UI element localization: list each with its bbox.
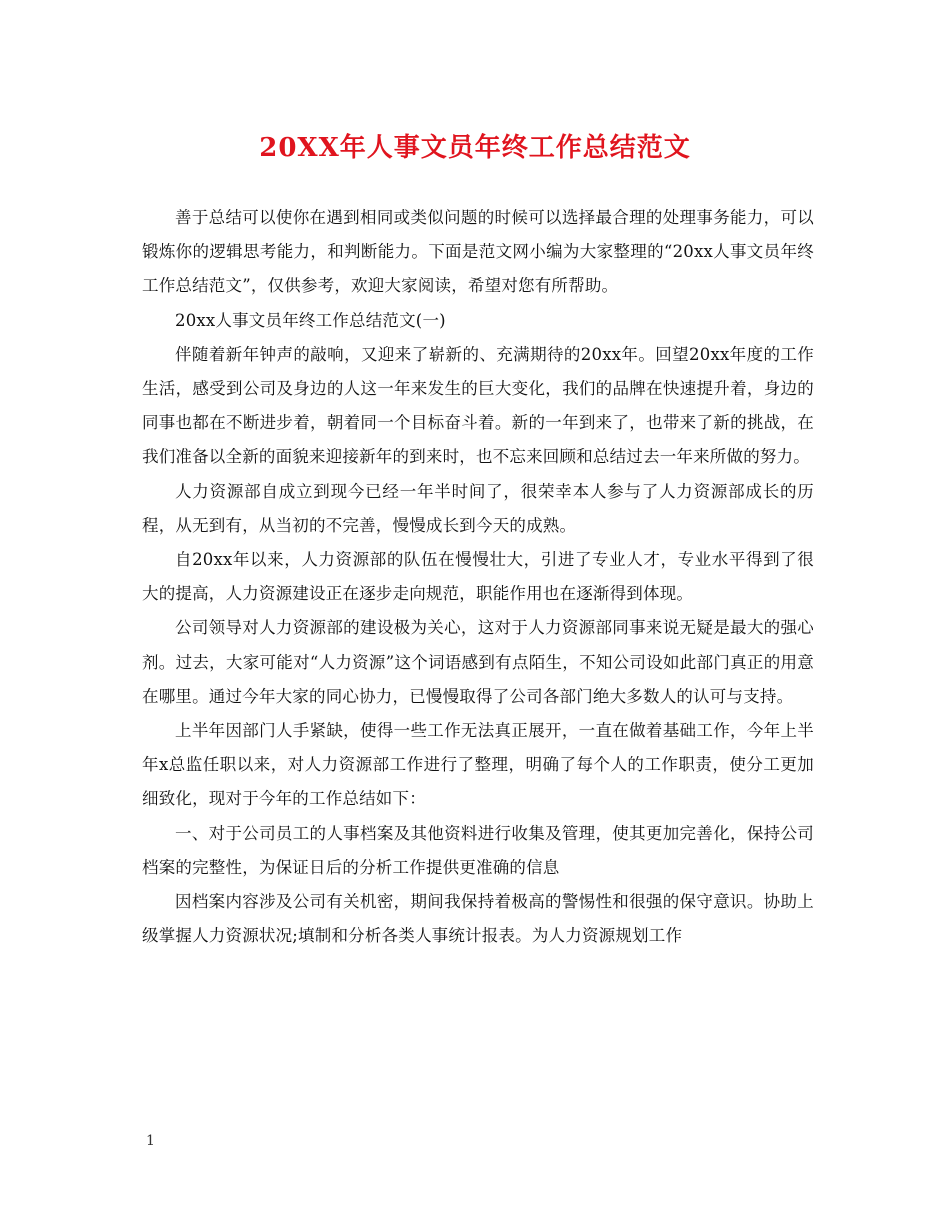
body-paragraph: 伴随着新年钟声的敲响，又迎来了崭新的、充满期待的20xx年。回望20xx年度的工作生活，感受到公司及身边的人这一年来发生的巨大变化，我们的品牌在快速提升着，身边的同事也都在不断进步着，朝着同一个目标奋斗着。新的一年到来了，也带来了新的挑战，在我们准备以全新的面貌来迎接新年的到来时，也不忘来回顾和总结过去一年来所做的努力。 [142,344,814,467]
document-body [142,201,814,953]
document-title: 20XX年人事文员年终工作总结范文 [259,133,691,163]
page-number: 1 [146,1133,155,1149]
body-paragraph: 自20xx年以来，人力资源部的队伍在慢慢壮大，引进了专业人才，专业水平得到了很大的提高，人力资源建设正在逐步走向规范，职能作用也在逐渐得到体现。 [142,550,814,604]
body-paragraph: 人力资源部自成立到现今已经一年半时间了，很荣幸本人参与了人力资源部成长的历程，从无到有，从当初的不完善，慢慢成长到今天的成熟。 [142,481,814,535]
body-paragraph: 公司领导对人力资源部的建设极为关心，这对于人力资源部同事来说无疑是最大的强心剂。过去，大家可能对“人力资源”这个词语感到有点陌生，不知公司设如此部门真正的用意在哪里。通过今年大家的同心协力，已慢慢取得了公司各部门绝大多数人的认可与支持。 [142,618,814,706]
intro-paragraph: 善于总结可以使你在遇到相同或类似问题的时候可以选择最合理的处理事务能力，可以锻炼你的逻辑思考能力，和判断能力。下面是范文网小编为大家整理的“20xx人事文员年终工作总结范文”，仅供参考，欢迎大家阅读，希望对您有所帮助。 [142,208,814,296]
list-item-heading: 一、对于公司员工的人事档案及其他资料进行收集及管理，使其更加完善化，保持公司档案的完整性，为保证日后的分析工作提供更准确的信息 [142,823,814,877]
body-paragraph: 因档案内容涉及公司有关机密，期间我保持着极高的警惕性和很强的保守意识。协助上级掌握人力资源状况;填制和分析各类人事统计报表。为人力资源规划工作 [142,892,814,946]
section-heading: 20xx人事文员年终工作总结范文(一) [175,310,446,330]
body-paragraph: 上半年因部门人手紧缺，使得一些工作无法真正展开，一直在做着基础工作，今年上半年x总监任职以来，对人力资源部工作进行了整理，明确了每个人的工作职责，使分工更加细致化，现对于今年的工作总结如下： [142,721,814,809]
